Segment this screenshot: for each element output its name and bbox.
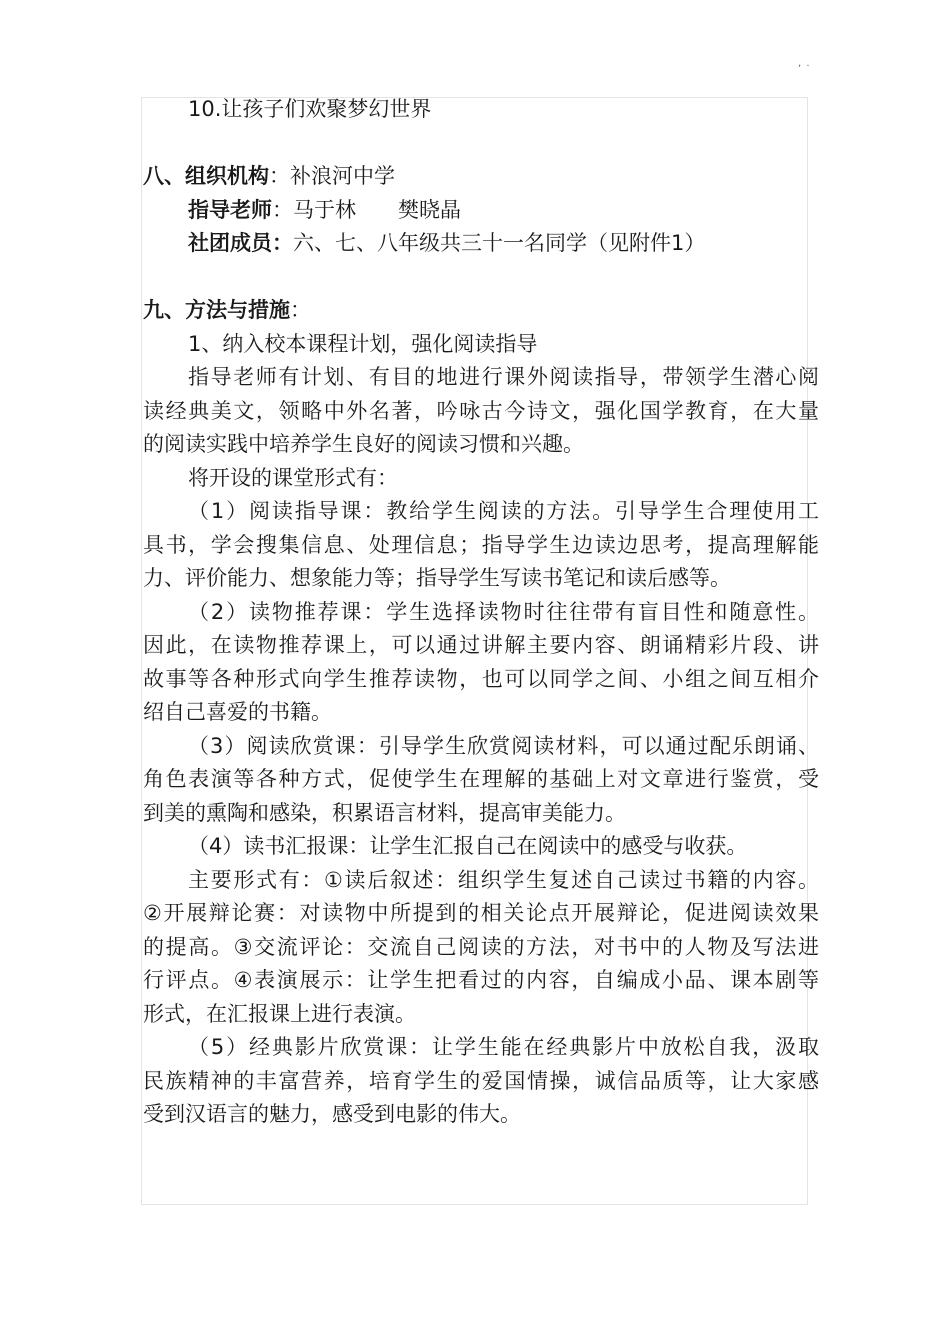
methods-heading-line (143, 294, 819, 328)
paragraph-line: （1）阅读指导课：教给学生阅读的方法。引导学生合理使用工 (188, 499, 819, 523)
paragraph-line: 的提高。③交流评论：交流自己阅读的方法，对书中的人物及写法进 (143, 934, 819, 959)
paragraph-line: 1、纳入校本课程计划，强化阅读指导 (188, 331, 538, 356)
paragraph-line: 行评点。④表演展示：让学生把看过的内容，自编成小品、课本剧等 (143, 968, 819, 992)
paragraph-line: 读经典美文，领略中外名著，吟咏古今诗文，强化国学教育，在大量 (143, 398, 819, 423)
page-corner-mark: , . (798, 58, 811, 69)
document-body (143, 93, 819, 1132)
org-heading: 八、组织机构 (143, 164, 269, 188)
paragraph-line: 力、评价能力、想象能力等；指导学生写读书笔记和读后感等。 (143, 566, 731, 590)
paragraph-line: ②开展辩论赛：对读物中所提到的相关论点开展辩论，促进阅读效果 (143, 901, 819, 925)
paragraph-line: （5）经典影片欣赏课：让学生能在经典影片中放松自我，汲取 (188, 1035, 819, 1059)
list-item-10: 10.让孩子们欢聚梦幻世界 (188, 97, 432, 121)
members-line (143, 227, 819, 261)
paragraph-line: 主要形式有：①读后叙述：组织学生复述自己读过书籍的内容。 (188, 867, 819, 892)
paragraph-line: 形式，在汇报课上进行表演。 (143, 1001, 416, 1026)
members-label: 社团成员： (188, 231, 293, 255)
paragraph-line: 绍自己喜爱的书籍。 (143, 700, 332, 724)
paragraph-line: （3）阅读欣赏课：引导学生欣赏阅读材料，可以通过配乐朗诵、 (188, 733, 819, 758)
spacer (143, 127, 819, 161)
teacher-line (143, 194, 819, 228)
paragraph-line: 具书，学会搜集信息、处理信息；指导学生边读边思考，提高理解能 (143, 532, 819, 557)
teacher-label: 指导老师 (188, 197, 272, 222)
spacer (143, 261, 819, 295)
paragraph-line: （2）读物推荐课：学生选择读物时往往带有盲目性和随意性。 (188, 599, 819, 624)
paragraph-line: 到美的熏陶和感染，积累语言材料，提高审美能力。 (143, 800, 626, 825)
paragraph-line: 因此，在读物推荐课上，可以通过讲解主要内容、朗诵精彩片段、讲 (143, 633, 819, 657)
paragraph-line: （4）读书汇报课：让学生汇报自己在阅读中的感受与收获。 (188, 834, 748, 858)
paragraph-line: 将开设的课堂形式有： (188, 465, 398, 490)
paragraph-line: 民族精神的丰富营养，培育学生的爱国情操，诚信品质等，让大家感 (143, 1068, 819, 1093)
paragraph-line: 的阅读实践中培养学生良好的阅读习惯和兴趣。 (143, 432, 584, 456)
teacher-value: ：马于林 樊晓晶 (272, 197, 461, 222)
paragraph-line: 指导老师有计划、有目的地进行课外阅读指导，带领学生潜心阅 (188, 365, 819, 389)
paragraph-line: 角色表演等各种方式，促使学生在理解的基础上对文章进行鉴赏，受 (143, 767, 819, 791)
methods-heading: 九、方法与措施 (143, 298, 290, 322)
methods-colon: ： (290, 298, 311, 322)
org-value: ：补浪河中学 (269, 164, 395, 188)
members-value: 六、七、八年级共三十一名同学（见附件1） (293, 231, 706, 255)
org-line (143, 160, 819, 194)
paragraph-line: 受到汉语言的魅力，感受到电影的伟大。 (143, 1102, 521, 1126)
paragraph-line: 故事等各种形式向学生推荐读物，也可以同学之间、小组之间互相介 (143, 666, 819, 691)
